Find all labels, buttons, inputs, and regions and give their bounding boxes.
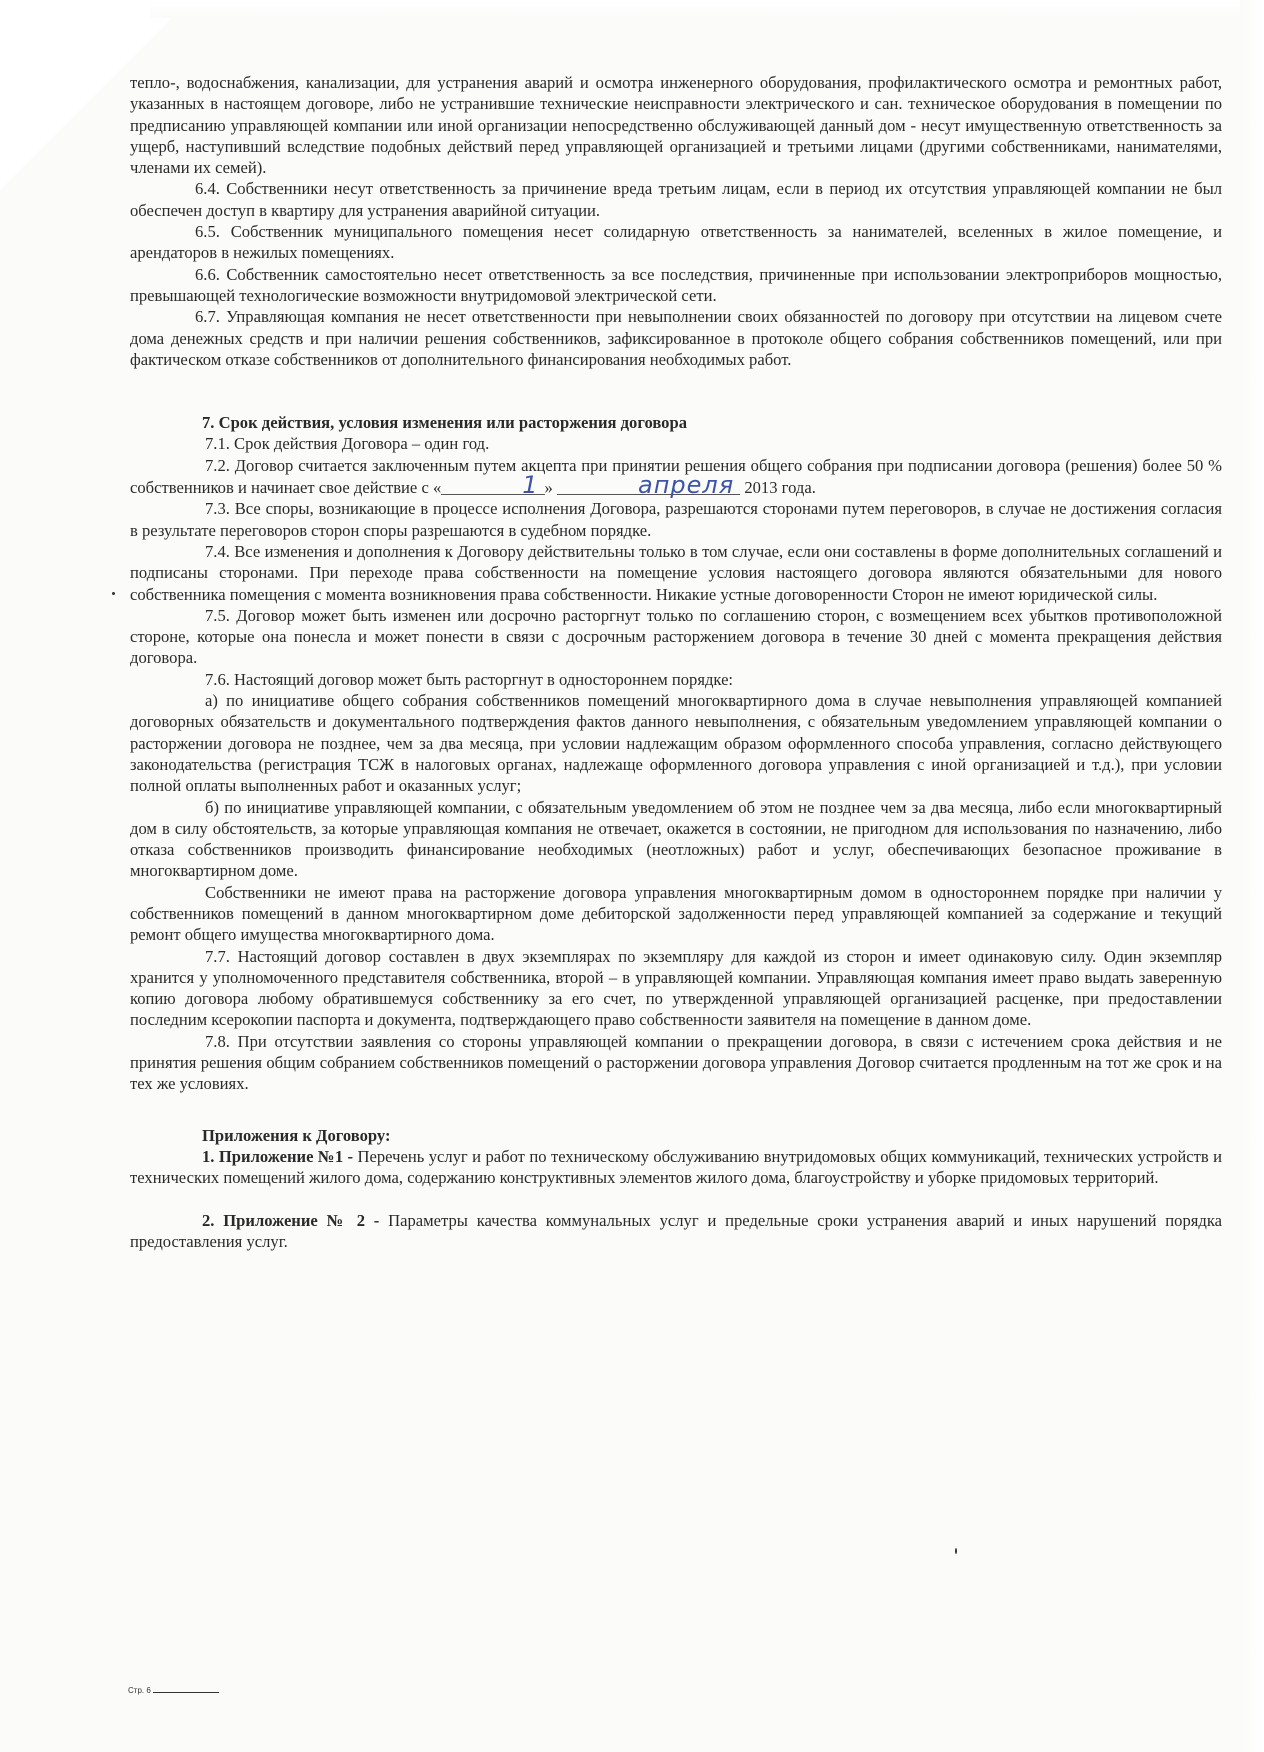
contract-text: [130, 72, 1222, 1252]
clause-7-4: 7.4. Все изменения и дополнения к Договору действительны только в том случае, если они составлены в форме дополнительных соглашений и подписаны сторонами. При переходе права собственности на помещение условия настоящего договора являются обязательными для нового собственника помещения с момента возникновения права собственности. Никакие устные договоренности Сторон не имеют юридической силы.: [130, 541, 1222, 604]
clause-7-7: 7.7. Настоящий договор составлен в двух экземплярах по экземпляру для каждой из сторон и имеет одинаковую силу. Один экземпляр хранится у уполномоченного представителя собственника, второй – в управляющей компании. Управляющая компания имеет право выдать заверенную копию договора любому обратившемуся собственнику за его счет, по утвержденной управляющей организацией расценке, при предоставлении последним ксерокопии паспорта и документа, подтверждающего право собственности заявителя на помещение в данном доме.: [130, 946, 1222, 1030]
clause-6-7: 6.7. Управляющая компания не несет ответственности при невыполнении своих обязанностей по договору при отсутствии на лицевом счете дома денежных средств и при наличии решения собственников, зафиксированное в протоколе общего собрания собственников помещений, или при фактическом отказе собственников от дополнительного финансирования необходимых работ.: [130, 307, 1222, 369]
clause-7-1: 7.1. Срок действия Договора – один год.: [205, 434, 490, 454]
scan-speck: [955, 1548, 957, 1554]
clause-7-8: 7.8. При отсутствии заявления со стороны управляющей компании о прекращении договора, в связи с истечением срока действия и не принятия решения общим собранием собственников помещений о расторжении договора управления Договор считается продленным на тот же срок и на тех же условиях.: [130, 1031, 1222, 1094]
attachment-1: 1. Приложение №1 - Перечень услуг и работ по техническому обслуживанию внутридомовых общих коммуникаций, технических устройств и технических помещений жилого дома, содержанию конструктивных элементов жилого дома, благоустройству и уборке придомовых территорий.: [130, 1146, 1223, 1188]
handwritten-year-digit: 3: [769, 478, 778, 498]
page-footer: [128, 1686, 219, 1695]
clause-6-5: 6.5. Собственник муниципального помещения несет солидарную ответственность за нанимателей, вселенных в жилое помещение, и арендаторов в нежилых помещениях.: [130, 222, 1222, 263]
clause-7-5: 7.5. Договор может быть изменен или досрочно расторгнут только по соглашению сторон, с возмещением всех убытков противоположной стороне, которые она понесла и может понести в связи с досрочным расторжением договора в течение 30 дней с момента прекращения действия договора.: [130, 605, 1222, 668]
scan-speck: [112, 592, 115, 595]
clause-7-2: 7.2. Договор считается заключенным путем акцепта при принятии решения общего собрания при подписании договора (решения) более 50 % собственников и начинает свое действие с « 1 » апреля 2013 года.: [130, 455, 1222, 500]
handwritten-month: апреля: [557, 476, 740, 495]
clause-7-6: 7.6. Настоящий договор может быть расторгнут в одностороннем порядке:: [205, 669, 734, 689]
clause-6-6: 6.6. Собственник самостоятельно несет ответственность за все последствия, причиненные при использовании электроприборов мощностью, превышающей технологические возможности внутридомовой электрической сети.: [130, 264, 1222, 305]
page-number: Стр. 6: [128, 1686, 151, 1695]
section-7-heading: 7. Срок действия, условия изменения или расторжения договора: [202, 413, 687, 433]
clause-6-4: 6.4. Собственники несут ответственность за причинение вреда третьим лицам, если в период их отсутствия управляющей компании не был обеспечен доступ в квартиру для устранения аварийной ситуации.: [130, 179, 1222, 220]
clause-7-3: 7.3. Все споры, возникающие в процессе исполнения Договора, разрешаются сторонами путем переговоров, в случае не достижения согласия в результате переговоров сторон споры разрешаются в судебном порядке.: [130, 499, 1222, 540]
clause-7-6-b: б) по инициативе управляющей компании, с обязательным уведомлением об этом не позднее чем за два месяца, либо если многоквартирный дом в силу обстоятельств, за которые управляющая компания не отвечает, окажется в состоянии, не пригодном для использования по назначению, либо отказа собственников производить финансирование необходимых (неотложных) работ и услуг, обеспечивающих безопасное проживание в многоквартирном доме.: [130, 797, 1222, 881]
attachment-2: 2. Приложение № 2 - Параметры качества коммунальных услуг и предельные сроки устранения аварий и иных нарушений порядка предоставления услуг.: [130, 1210, 1223, 1251]
paragraph-continuation: тепло-, водоснабжения, канализации, для устранения аварий и осмотра инженерного оборудования, профилактического осмотра и ремонтных работ, указанных в настоящем договоре, либо не устранившие технические неисправности электрического и сан. техническое оборудования в помещении по предписанию управляющей компании или иной организации непосредственно обслуживающей данный дом - несут имущественную ответственность за ущерб, наступивший вследствие подобных действий перед управляющей организацией и третьими лицами (другими собственниками, нанимателями, членами их семей).: [130, 73, 1222, 178]
clause-7-6-c: Собственники не имеют права на расторжение договора управления многоквартирным домом в одностороннем порядке при наличии у собственников помещений в данном многоквартирном доме дебиторской задолженности перед управляющей компанией за содержание и текущий ремонт общего имущества многоквартирного дома.: [130, 882, 1222, 945]
attachments-heading: Приложения к Договору:: [202, 1125, 391, 1145]
page-edge-top: [150, 0, 1240, 18]
footer-signature-line: [153, 1692, 219, 1693]
clause-7-6-a: а) по инициативе общего собрания собственников помещений многоквартирного дома в случае невыполнения управляющей компанией договорных обязательств и документального подтверждения фактов данного невыполнения, с обязательным уведомлением управляющей компании о расторжении договора не позднее, чем за два месяца, при условии надлежащим образом оформленного способа управления, согласно действующего законодательства (регистрация ТСЖ в налоговых органах, надлежаще оформленного договора управления с иной организацией и т.д.), при условии полной оплаты выполненных работ и оказанных услуг;: [130, 691, 1222, 796]
handwritten-day: 1: [441, 476, 544, 495]
page-edge-right: [1242, 0, 1264, 1752]
